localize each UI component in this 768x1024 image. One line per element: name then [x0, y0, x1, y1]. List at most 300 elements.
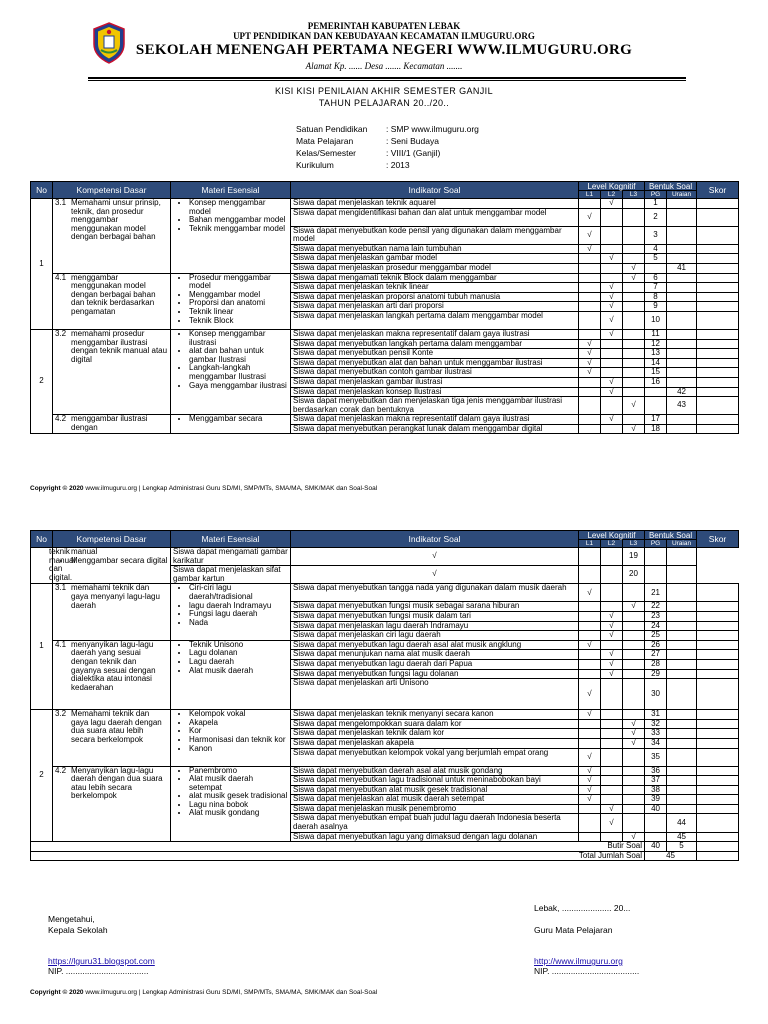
level-l3-cell: √	[623, 729, 645, 739]
kisi-table-page-2	[30, 530, 739, 861]
total-row	[31, 851, 739, 861]
level-l3-cell	[623, 199, 645, 209]
level-l2-cell	[601, 339, 623, 349]
level-l2-cell	[601, 729, 623, 739]
pg-cell: 10	[645, 311, 667, 329]
level-l1-cell: √	[579, 795, 601, 805]
level-l2-cell: √	[601, 415, 623, 425]
col-bentuk-soal: Bentuk Soal	[645, 182, 697, 191]
pg-cell: 12	[645, 339, 667, 349]
level-l1-cell: √	[579, 710, 601, 720]
level-l3-cell: √	[623, 602, 645, 612]
level-l2-cell: √	[601, 292, 623, 302]
level-l1-cell	[579, 631, 601, 641]
level-l1-cell	[579, 329, 601, 339]
level-l3-cell	[623, 329, 645, 339]
pg-cell: 35	[645, 748, 667, 766]
uraian-cell	[667, 738, 697, 748]
level-l3-cell	[623, 776, 645, 786]
materi-item: • Kanon	[189, 745, 288, 754]
pg-cell: 16	[645, 377, 667, 387]
uraian-cell	[667, 283, 697, 293]
table-row	[31, 710, 739, 720]
skor-cell	[697, 679, 739, 710]
materi-item: • Alat musik daerah	[189, 667, 288, 676]
level-l1-cell	[579, 650, 601, 660]
level-l2-cell	[601, 208, 623, 226]
skor-cell	[697, 766, 739, 776]
materi-item: • Proporsi dan anatomi	[189, 299, 288, 308]
pg-cell: 40	[645, 804, 667, 814]
pg-cell: 15	[645, 368, 667, 378]
indikator-cell: Siswa dapat menjelaskan alat musik daerah setempat	[291, 795, 579, 805]
pg-cell: 13	[645, 349, 667, 359]
level-l2-cell	[601, 226, 623, 244]
info-value: : VIII/1 (Ganjil)	[386, 148, 441, 158]
table-row	[31, 584, 739, 602]
col-skor: Skor	[697, 182, 739, 199]
right-nip: NIP. .....................................	[534, 966, 640, 976]
materi-item: • Bahan menggambar model	[189, 216, 288, 225]
level-l1-cell	[579, 263, 601, 273]
left-nip: NIP. ...................................	[48, 966, 149, 976]
kisi-table-page-1	[30, 181, 739, 434]
level-l3-cell: √	[623, 832, 645, 842]
indikator-cell: Siswa dapat menjelaskan makna representatif dalam gaya ilustrasi	[291, 329, 579, 339]
skor-cell	[697, 302, 739, 312]
uraian-cell	[667, 669, 697, 679]
materi-item: • Menggambar secara	[189, 415, 288, 424]
level-l2-cell: √	[601, 814, 623, 832]
pg-cell: 21	[645, 584, 667, 602]
level-l3-cell	[623, 631, 645, 641]
pg-cell: 36	[645, 766, 667, 776]
indikator-cell: Siswa dapat menyebutkan contoh gambar ilustrasi	[291, 368, 579, 378]
skor-cell	[697, 424, 739, 434]
level-l2-cell	[601, 776, 623, 786]
no-cell: 1	[31, 584, 53, 710]
indikator-cell: Siswa dapat menyebutkan lagu tradisional untuk meninabobokan bayi	[291, 776, 579, 786]
skor-cell	[697, 397, 739, 415]
skor-cell	[697, 584, 739, 602]
skor-cell	[697, 199, 739, 209]
pg-cell: 3	[645, 226, 667, 244]
col-indikator-soal: Indikator Soal	[291, 182, 579, 199]
skor-cell	[697, 208, 739, 226]
level-l2-cell: √	[601, 283, 623, 293]
materi-esensial-cell	[171, 766, 291, 842]
pg-cell: 18	[645, 424, 667, 434]
kompetensi-dasar-cell	[53, 329, 171, 414]
indikator-cell: Siswa dapat menjelaskan sifat gambar kartun	[171, 566, 291, 584]
level-l2-cell: √	[601, 329, 623, 339]
uraian-cell	[667, 611, 697, 621]
materi-item: • Gaya menggambar ilustrasi	[189, 382, 288, 391]
level-l2-cell	[601, 584, 623, 602]
uraian-cell	[667, 415, 697, 425]
level-l1-cell	[579, 669, 601, 679]
skor-cell	[697, 377, 739, 387]
pg-cell: 30	[645, 679, 667, 710]
indikator-cell: Siswa dapat menjelaskan arti Unisono	[291, 679, 579, 710]
skor-cell	[697, 814, 739, 832]
pg-cell: 17	[645, 415, 667, 425]
uraian-cell	[667, 785, 697, 795]
col-kompetensi-dasar: Kompetensi Dasar	[53, 182, 171, 199]
uraian-cell	[667, 650, 697, 660]
skor-cell	[697, 776, 739, 786]
level-l1-cell	[579, 621, 601, 631]
uraian-cell: 42	[667, 387, 697, 397]
col-no: No	[31, 531, 53, 548]
uraian-cell	[667, 679, 697, 710]
info-key: Satuan Pendidikan	[296, 124, 368, 134]
uraian-cell: 44	[667, 814, 697, 832]
indikator-cell: Siswa dapat menyebutkan lagu yang dimaksud dengan lagu dolanan	[291, 832, 579, 842]
pg-cell: 22	[645, 602, 667, 612]
level-l1-cell	[579, 719, 601, 729]
uraian-cell	[667, 710, 697, 720]
kompetensi-dasar-cell	[53, 199, 171, 274]
info-key: Kelas/Semester	[296, 148, 356, 158]
kd-number: 4.1	[55, 639, 67, 649]
uraian-cell	[667, 302, 697, 312]
materi-item: • Langkah-langkah menggambar Ilustrasi	[189, 364, 288, 381]
materi-item: • Prosedur menggambar model	[189, 274, 288, 291]
kompetensi-dasar-cell	[53, 415, 171, 434]
col-indikator-soal: Indikator Soal	[291, 531, 579, 548]
kd-text: menggambar menggunakan model dengan berbagai bahan dan teknik berdasarkan pengamatan	[71, 272, 156, 316]
level-l3-cell: √	[623, 424, 645, 434]
col-level-kognitif: Level Kognitif	[579, 531, 645, 540]
indikator-cell: Siswa dapat menjelaskan arti dari proporsi	[291, 302, 579, 312]
materi-item: • alat musik gesek tradisional	[189, 792, 288, 801]
level-l1-cell: √	[579, 785, 601, 795]
kd-text: menggambar ilustrasi dengan	[71, 414, 148, 432]
skor-cell	[697, 273, 739, 283]
uraian-cell	[645, 566, 667, 584]
pg-cell: 4	[645, 244, 667, 254]
materi-esensial-cell	[171, 640, 291, 709]
left-blog-link[interactable]: https://lguru31.blogspot.com	[48, 956, 155, 966]
header-line-2: UPT PENDIDIKAN DAN KEBUDAYAAN KECAMATAN ILMUGURU.ORG	[233, 31, 535, 41]
skor-cell	[697, 349, 739, 359]
pg-cell: 28	[645, 659, 667, 669]
level-l2-cell	[579, 566, 601, 584]
kompetensi-dasar-cell	[53, 584, 171, 640]
col-l3: L3	[623, 540, 645, 548]
level-l1-cell	[579, 283, 601, 293]
level-l1-cell: √	[579, 584, 601, 602]
indikator-cell: Siswa dapat menyebutkan fungsi musik dalam tari	[291, 611, 579, 621]
kd-number: 4.1	[55, 272, 67, 282]
level-l3-cell	[623, 669, 645, 679]
level-l2-cell: √	[601, 302, 623, 312]
materi-item: • Teknik menggambar model	[189, 225, 288, 234]
level-l3-cell	[623, 785, 645, 795]
materi-item: • Akapela	[189, 719, 288, 728]
kd-text: Menyanyikan lagu-lagu daerah dengan dua suara atau lebih secara berkelompok	[71, 765, 163, 801]
level-l2-cell	[601, 358, 623, 368]
skor-cell	[697, 415, 739, 425]
skor-cell	[697, 631, 739, 641]
uraian-cell	[667, 424, 697, 434]
col-l1: L1	[579, 191, 601, 199]
kd-text: Memahami unsur prinsip, teknik, dan prosedur menggambar menggunakan model dengan berbagai bahan	[71, 198, 161, 242]
level-l2-cell	[601, 263, 623, 273]
materi-esensial-cell	[171, 273, 291, 329]
uraian-cell	[667, 339, 697, 349]
level-l1-cell: √	[579, 368, 601, 378]
col-uraian: Uraian	[667, 191, 697, 199]
copyright-1: Copyright © 2020 www.ilmuguru.org | Lengkap Administrasi Guru SD/MI, SMP/MTs, SMA/MA, SMK/MAK dan Soal-Soal	[30, 485, 378, 492]
skor-cell	[697, 621, 739, 631]
level-l3-cell	[623, 679, 645, 710]
kd-text: Memahami teknik dan gaya lagu daerah dengan dua suara atau lebih secara berkelompok	[71, 709, 162, 744]
uraian-cell	[667, 377, 697, 387]
level-l3-cell	[601, 566, 623, 584]
col-pg: PG	[645, 191, 667, 199]
level-l2-cell: √	[601, 611, 623, 621]
level-l1-cell	[579, 602, 601, 612]
level-l1-cell	[579, 302, 601, 312]
level-l2-cell	[601, 349, 623, 359]
pg-cell: 31	[645, 710, 667, 720]
indikator-cell: Siswa dapat mengamati gambar karikatur	[171, 548, 291, 566]
level-l1-cell	[579, 292, 601, 302]
pg-cell: 27	[645, 650, 667, 660]
indikator-cell: Siswa dapat menjelaskan teknik aquarel	[291, 199, 579, 209]
level-l1-cell	[579, 387, 601, 397]
uraian-cell	[667, 766, 697, 776]
info-value: : Seni Budaya	[386, 136, 439, 146]
skor-cell	[697, 785, 739, 795]
uraian-cell	[667, 349, 697, 359]
indikator-cell: Siswa dapat menjelaskan gambar ilustrasi	[291, 377, 579, 387]
pg-cell: 29	[645, 669, 667, 679]
level-l3-cell	[623, 349, 645, 359]
butir-soal-row	[31, 842, 739, 852]
level-l1-cell	[579, 832, 601, 842]
level-l3-cell	[623, 415, 645, 425]
level-l3-cell	[623, 710, 645, 720]
pg-cell: 38	[645, 785, 667, 795]
school-name: SEKOLAH MENENGAH PERTAMA NEGERI WWW.ILMUGURU.ORG	[135, 42, 633, 58]
level-l3-cell	[623, 368, 645, 378]
kd-number: 3.2	[55, 709, 67, 719]
level-l2-cell	[601, 748, 623, 766]
uraian-cell	[667, 795, 697, 805]
level-l2-cell	[601, 710, 623, 720]
level-l1-cell	[579, 611, 601, 621]
level-l2-cell: √	[601, 669, 623, 679]
skor-cell	[697, 292, 739, 302]
level-l2-cell: √	[601, 621, 623, 631]
skor-cell	[697, 283, 739, 293]
skor-cell	[697, 804, 739, 814]
document-subtitle: TAHUN PELAJARAN 20../20..	[318, 98, 450, 108]
col-l2: L2	[601, 191, 623, 199]
skor-cell	[697, 719, 739, 729]
level-l1-cell: √	[579, 226, 601, 244]
level-l1-cell	[579, 397, 601, 415]
indikator-cell: Siswa dapat menyebutkan tangga nada yang digunakan dalam musik daerah	[291, 584, 579, 602]
skor-cell	[697, 795, 739, 805]
total-label: Total Jumlah Soal	[31, 851, 645, 861]
level-l2-cell	[579, 548, 601, 566]
level-l2-cell	[601, 766, 623, 776]
level-l3-cell	[623, 311, 645, 329]
materi-item: • Kor	[189, 727, 288, 736]
level-l3-cell	[623, 659, 645, 669]
uraian-cell	[645, 548, 667, 566]
indikator-cell: Siswa dapat menyebutkan langkah pertama dalam menggambar	[291, 339, 579, 349]
pg-cell: 11	[645, 329, 667, 339]
header-rule	[88, 77, 686, 79]
materi-item: • Konsep menggambar model	[189, 199, 288, 216]
indikator-cell: Siswa dapat menjelaskan musik penembromo	[291, 804, 579, 814]
uraian-cell	[667, 776, 697, 786]
level-l1-cell	[579, 804, 601, 814]
kd-number: 3.1	[55, 198, 67, 207]
level-l1-cell	[579, 659, 601, 669]
uraian-cell	[667, 358, 697, 368]
uraian-cell: 43	[667, 397, 697, 415]
uraian-cell	[667, 602, 697, 612]
pg-cell: 5	[645, 254, 667, 264]
skor-cell	[697, 669, 739, 679]
pg-cell: 34	[645, 738, 667, 748]
table-row	[31, 329, 739, 339]
skor-cell	[697, 729, 739, 739]
skor-cell	[697, 650, 739, 660]
pg-cell	[645, 263, 667, 273]
level-l3-cell	[623, 358, 645, 368]
level-l2-cell	[601, 795, 623, 805]
pg-cell: 8	[645, 292, 667, 302]
level-l1-cell	[579, 424, 601, 434]
level-l3-cell: √	[623, 273, 645, 283]
level-l3-cell	[623, 804, 645, 814]
skor-cell	[697, 226, 739, 244]
level-l3-cell	[601, 548, 623, 566]
level-l3-cell	[623, 621, 645, 631]
col-materi-esensial: Materi Esensial	[171, 182, 291, 199]
uraian-cell: 41	[667, 263, 697, 273]
indikator-cell: Siswa dapat menjelaskan lagu daerah Indramayu	[291, 621, 579, 631]
level-l1-cell	[579, 814, 601, 832]
level-l2-cell	[601, 397, 623, 415]
kd-text: memahami prosedur menggambar ilustrasi dengan teknik manual atau digital	[71, 328, 168, 364]
materi-item: • Lagu nina bobok	[189, 801, 288, 810]
indikator-cell: Siswa dapat mengelompokkan suara dalam kor	[291, 719, 579, 729]
level-l2-cell: √	[601, 631, 623, 641]
butir-pg: 40	[645, 842, 667, 852]
info-value: : SMP www.ilmuguru.org	[386, 124, 479, 134]
materi-item: • Alat musik daerah setempat	[189, 775, 288, 792]
pg-cell: 32	[645, 719, 667, 729]
indikator-cell: Siswa dapat menjelaskan teknik dalam kor	[291, 729, 579, 739]
no-cell: 2	[31, 329, 53, 434]
uraian-cell	[667, 199, 697, 209]
pg-cell: 9	[645, 302, 667, 312]
pg-cell: 2	[645, 208, 667, 226]
pg-cell	[645, 397, 667, 415]
skor-cell	[697, 611, 739, 621]
indikator-cell: Siswa dapat menyebutkan kode pensil yang digunakan dalam menggambar model	[291, 226, 579, 244]
level-l1-cell	[579, 311, 601, 329]
level-l3-cell: √	[623, 738, 645, 748]
skor-cell	[697, 263, 739, 273]
col-materi-esensial: Materi Esensial	[171, 531, 291, 548]
skor-cell	[697, 311, 739, 329]
level-l2-cell: √	[601, 659, 623, 669]
uraian-cell	[667, 329, 697, 339]
uraian-cell	[667, 208, 697, 226]
pg-cell: 39	[645, 795, 667, 805]
indikator-cell: Siswa dapat menjelaskan proporsi anatomi tubuh manusia	[291, 292, 579, 302]
no-cell: 2	[31, 710, 53, 842]
kompetensi-dasar-cell	[31, 547, 76, 584]
materi-item: • lagu daerah Indramayu	[189, 602, 288, 611]
uraian-cell	[667, 804, 697, 814]
indikator-cell: Siswa dapat menyebutkan dan menjelaskan tiga jenis menggambar ilustrasi berdasarkan corak dan bentuknya	[291, 397, 579, 415]
level-l3-cell	[623, 283, 645, 293]
pg-cell: 26	[645, 640, 667, 650]
document-info	[294, 122, 481, 172]
level-l3-cell	[623, 244, 645, 254]
materi-esensial-cell	[171, 199, 291, 274]
indikator-cell: Siswa dapat menyebutkan lagu daerah dari Papua	[291, 659, 579, 669]
level-l1-cell	[579, 273, 601, 283]
level-l2-cell	[601, 738, 623, 748]
kd-number: 4.2	[55, 765, 67, 775]
materi-item: • Menggambar secara digital	[71, 557, 168, 566]
level-l2-cell	[601, 719, 623, 729]
col-uraian: Uraian	[667, 540, 697, 548]
indikator-cell: Siswa dapat menjelaskan gambar model	[291, 254, 579, 264]
level-l1-cell: √	[579, 339, 601, 349]
materi-item: • Konsep menggambar ilustrasi	[189, 330, 288, 347]
materi-item: • Harmonisasi dan teknik kor	[189, 736, 288, 745]
indikator-cell: Siswa dapat menyebutkan perangkat lunak dalam menggambar digital	[291, 424, 579, 434]
uraian-cell	[667, 368, 697, 378]
col-kompetensi-dasar: Kompetensi Dasar	[53, 531, 171, 548]
level-l2-cell: √	[601, 311, 623, 329]
level-l1-cell	[579, 377, 601, 387]
skor-cell	[667, 566, 697, 584]
school-address: Alamat Kp. ...... Desa ....... Kecamatan .......	[305, 61, 463, 71]
right-site-link[interactable]: http://www.ilmuguru.org	[534, 956, 623, 966]
level-l1-cell: √	[579, 640, 601, 650]
uraian-cell	[667, 584, 697, 602]
indikator-cell: Siswa dapat menyebutkan empat buah judul lagu daerah Indonesia beserta daerah asalnya	[291, 814, 579, 832]
indikator-cell: Siswa dapat menyebutkan nama lain tumbuhan	[291, 244, 579, 254]
materi-item: • Alat musik gondang	[189, 809, 288, 818]
indikator-cell: Siswa dapat mengamati teknik Block dalam menggambar	[291, 273, 579, 283]
kd-number: 3.2	[55, 328, 67, 338]
signature-left-label: Mengetahui,	[48, 914, 95, 924]
level-l2-cell	[601, 424, 623, 434]
level-l1-cell	[579, 199, 601, 209]
level-l3-cell	[623, 766, 645, 776]
pg-cell: 6	[645, 273, 667, 283]
kompetensi-dasar-cell	[53, 273, 171, 329]
level-l3-cell	[623, 814, 645, 832]
level-l3-cell	[623, 339, 645, 349]
signature-right-title: Guru Mata Pelajaran	[534, 925, 613, 935]
uraian-cell	[667, 621, 697, 631]
